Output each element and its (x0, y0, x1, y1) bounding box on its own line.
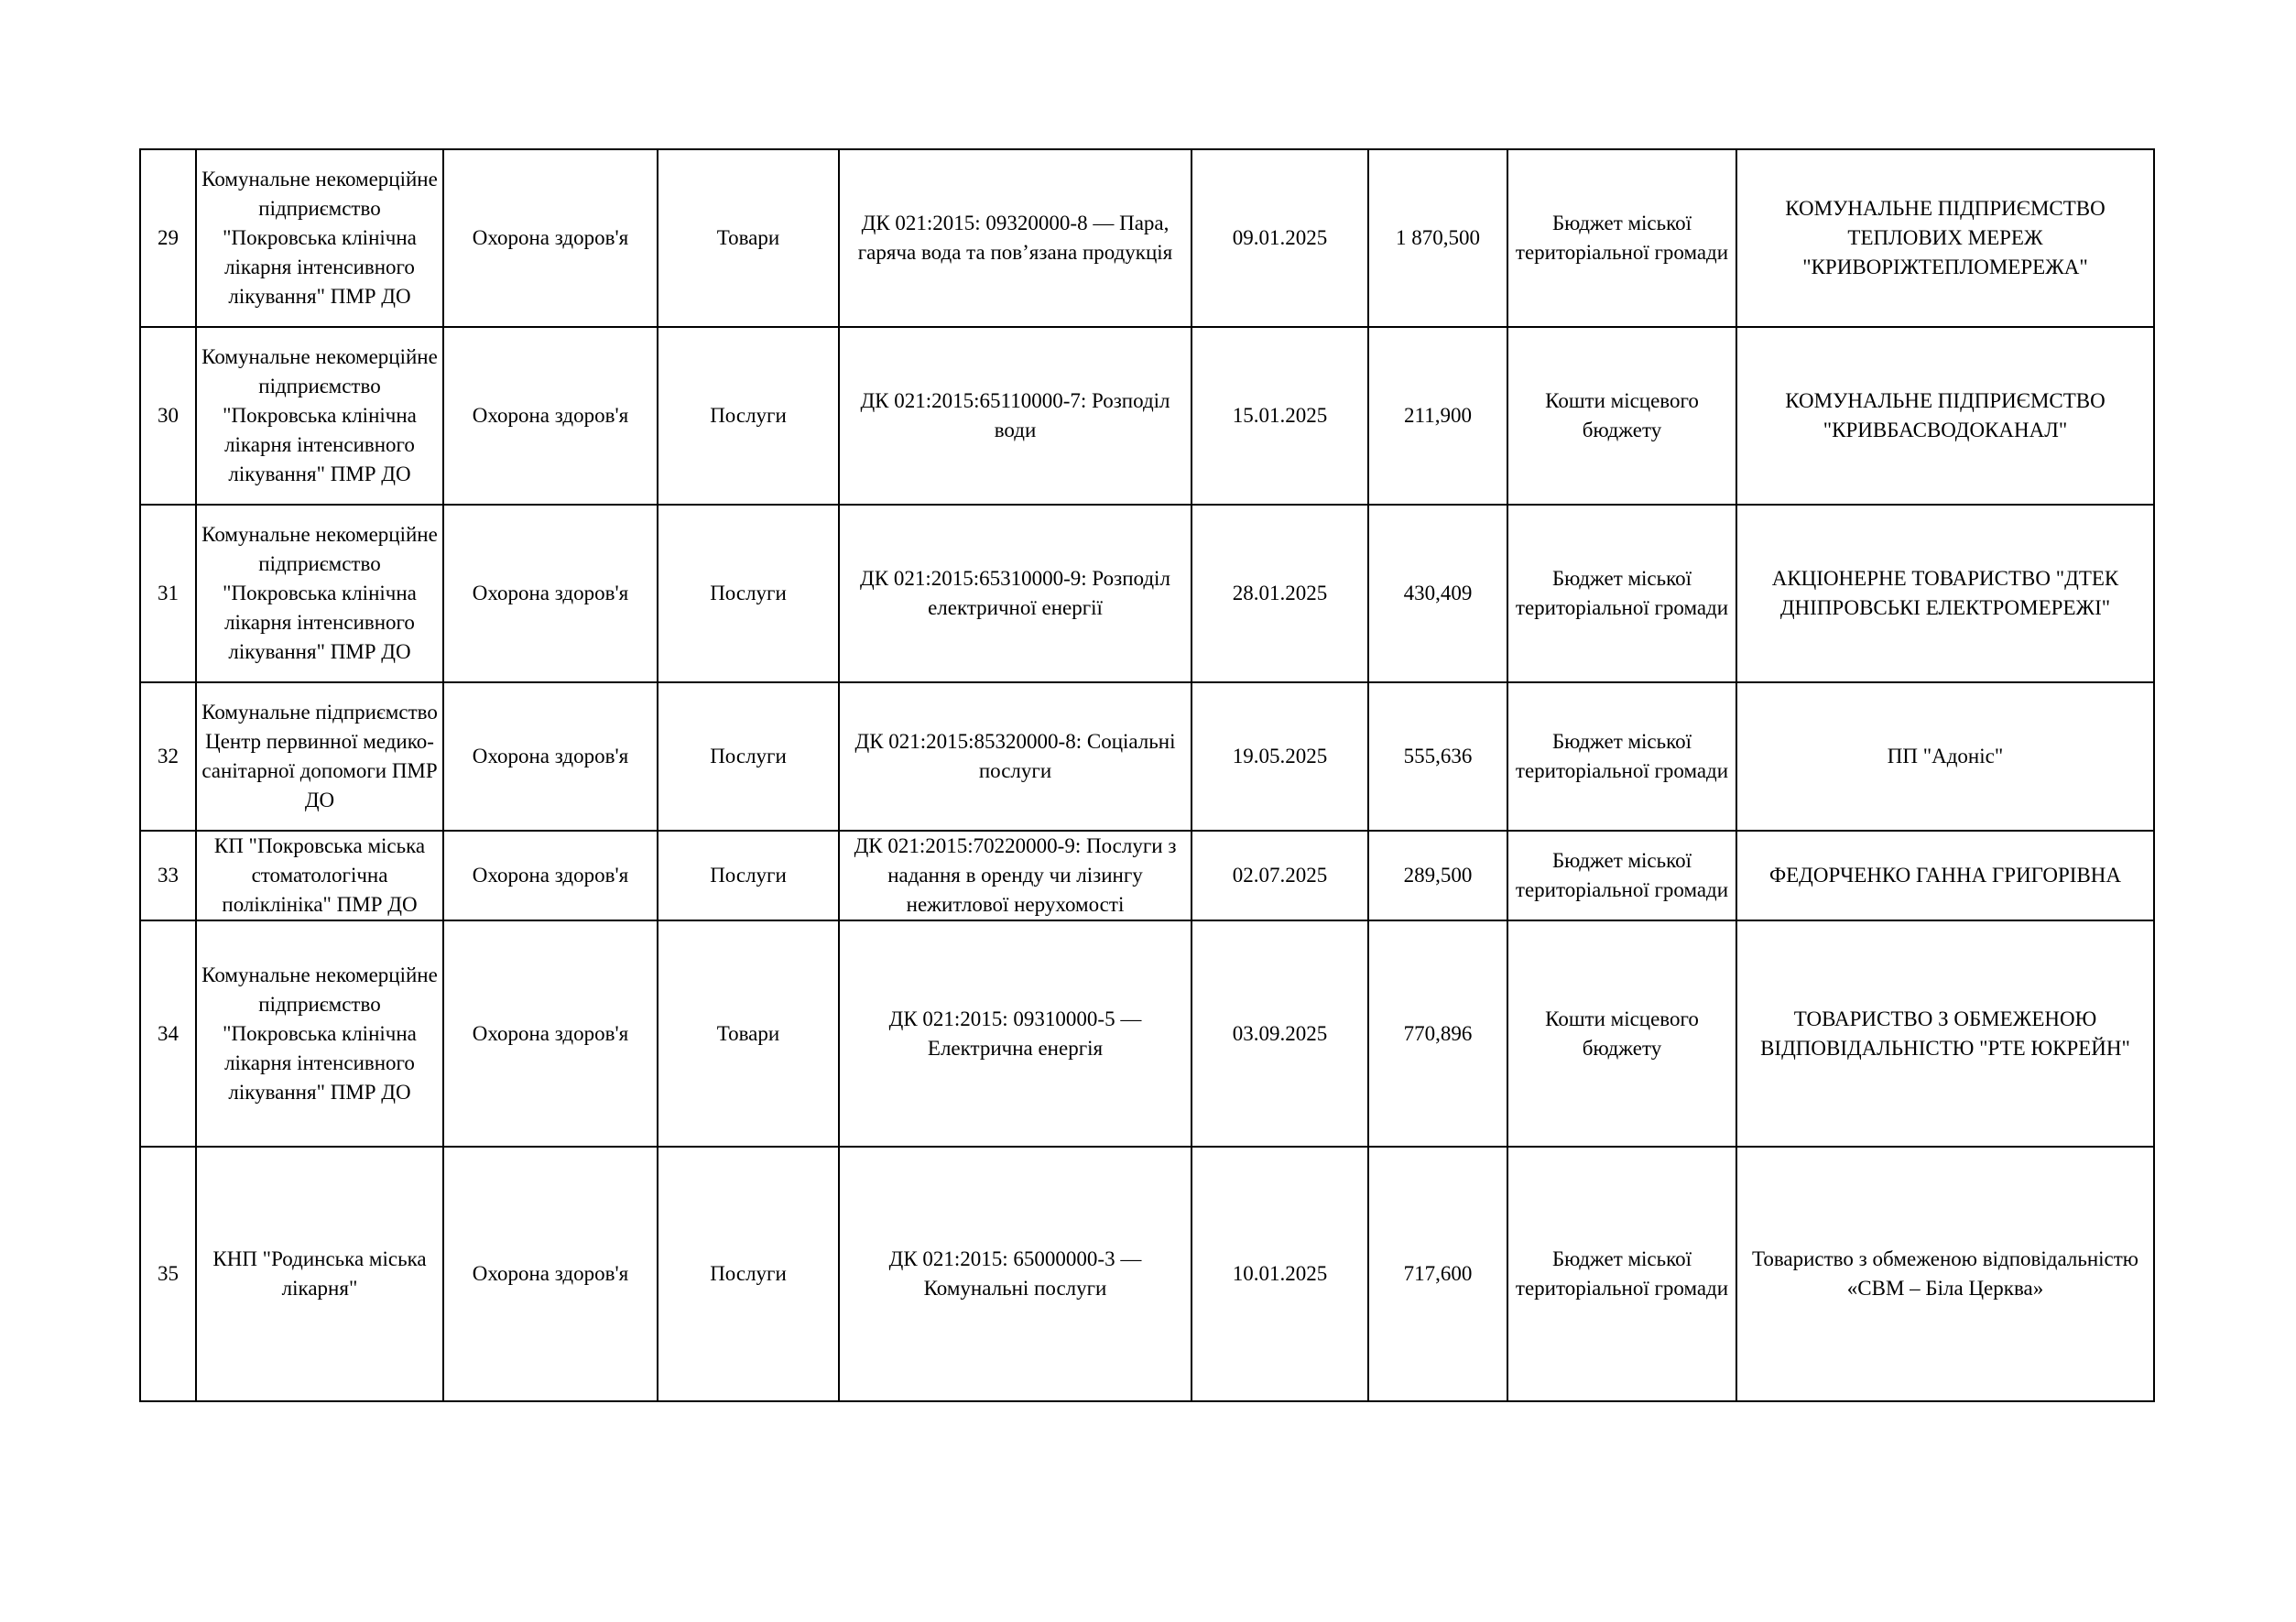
funding-source-cell: Кошти місцевого бюджету (1507, 327, 1736, 505)
supplier-cell: КОМУНАЛЬНЕ ПІДПРИЄМСТВО "КРИВБАСВОДОКАНАЛ" (1736, 327, 2154, 505)
procurement-type-cell: Послуги (658, 505, 839, 682)
funding-source-cell: Бюджет міської територіальної громади (1507, 505, 1736, 682)
customer-cell: Комунальне некомерційне підприємство "Покровська клінічна лікарня інтенсивного лікування" ПМР ДО (196, 505, 443, 682)
row-number: 30 (140, 327, 196, 505)
table-row (140, 920, 2154, 1147)
date-cell: 09.01.2025 (1192, 149, 1368, 327)
procurement-type-cell: Послуги (658, 327, 839, 505)
subject-cell: ДК 021:2015:70220000-9: Послуги з надання в оренду чи лізингу нежитлової нерухомості (839, 831, 1192, 920)
table-row (140, 831, 2154, 920)
sector-cell: Охорона здоров'я (443, 327, 658, 505)
sector-cell: Охорона здоров'я (443, 831, 658, 920)
row-number: 32 (140, 682, 196, 831)
subject-cell: ДК 021:2015: 09310000-5 — Електрична енергія (839, 920, 1192, 1147)
date-cell: 02.07.2025 (1192, 831, 1368, 920)
table-row (140, 505, 2154, 682)
supplier-cell: КОМУНАЛЬНЕ ПІДПРИЄМСТВО ТЕПЛОВИХ МЕРЕЖ "КРИВОРІЖТЕПЛОМЕРЕЖА" (1736, 149, 2154, 327)
row-number: 29 (140, 149, 196, 327)
row-number: 35 (140, 1147, 196, 1401)
funding-source-cell: Бюджет міської територіальної громади (1507, 682, 1736, 831)
row-number: 31 (140, 505, 196, 682)
amount-cell: 555,636 (1368, 682, 1507, 831)
row-number: 33 (140, 831, 196, 920)
date-cell: 15.01.2025 (1192, 327, 1368, 505)
customer-cell: Комунальне некомерційне підприємство "Покровська клінічна лікарня інтенсивного лікування" ПМР ДО (196, 149, 443, 327)
sector-cell: Охорона здоров'я (443, 920, 658, 1147)
supplier-cell: Товариство з обмеженою відповідальністю «СВМ – Біла Церква» (1736, 1147, 2154, 1401)
supplier-cell: ФЕДОРЧЕНКО ГАННА ГРИГОРІВНА (1736, 831, 2154, 920)
subject-cell: ДК 021:2015:85320000-8: Соціальні послуги (839, 682, 1192, 831)
funding-source-cell: Бюджет міської територіальної громади (1507, 149, 1736, 327)
procurement-table (139, 148, 2155, 1402)
amount-cell: 289,500 (1368, 831, 1507, 920)
sector-cell: Охорона здоров'я (443, 505, 658, 682)
procurement-type-cell: Послуги (658, 831, 839, 920)
procurement-type-cell: Товари (658, 149, 839, 327)
row-number: 34 (140, 920, 196, 1147)
customer-cell: Комунальне некомерційне підприємство "Покровська клінічна лікарня інтенсивного лікування" ПМР ДО (196, 920, 443, 1147)
customer-cell: КНП "Родинська міська лікарня" (196, 1147, 443, 1401)
customer-cell: КП "Покровська міська стоматологічна поліклініка" ПМР ДО (196, 831, 443, 920)
amount-cell: 717,600 (1368, 1147, 1507, 1401)
funding-source-cell: Бюджет міської територіальної громади (1507, 831, 1736, 920)
funding-source-cell: Бюджет міської територіальної громади (1507, 1147, 1736, 1401)
customer-cell: Комунальне підприємство Центр первинної медико-санітарної допомоги ПМР ДО (196, 682, 443, 831)
funding-source-cell: Кошти місцевого бюджету (1507, 920, 1736, 1147)
procurement-type-cell: Товари (658, 920, 839, 1147)
supplier-cell: АКЦІОНЕРНЕ ТОВАРИСТВО "ДТЕК ДНІПРОВСЬКІ ЕЛЕКТРОМЕРЕЖІ" (1736, 505, 2154, 682)
amount-cell: 1 870,500 (1368, 149, 1507, 327)
supplier-cell: ТОВАРИСТВО З ОБМЕЖЕНОЮ ВІДПОВІДАЛЬНІСТЮ "РТЕ ЮКРЕЙН" (1736, 920, 2154, 1147)
sector-cell: Охорона здоров'я (443, 149, 658, 327)
table-row (140, 149, 2154, 327)
table-row (140, 327, 2154, 505)
amount-cell: 211,900 (1368, 327, 1507, 505)
procurement-type-cell: Послуги (658, 1147, 839, 1401)
amount-cell: 430,409 (1368, 505, 1507, 682)
table-row (140, 682, 2154, 831)
amount-cell: 770,896 (1368, 920, 1507, 1147)
subject-cell: ДК 021:2015: 09320000-8 — Пара, гаряча вода та пов’язана продукція (839, 149, 1192, 327)
subject-cell: ДК 021:2015:65310000-9: Розподіл електричної енергії (839, 505, 1192, 682)
sector-cell: Охорона здоров'я (443, 682, 658, 831)
date-cell: 19.05.2025 (1192, 682, 1368, 831)
supplier-cell: ПП "Адоніс" (1736, 682, 2154, 831)
customer-cell: Комунальне некомерційне підприємство "Покровська клінічна лікарня інтенсивного лікування" ПМР ДО (196, 327, 443, 505)
sector-cell: Охорона здоров'я (443, 1147, 658, 1401)
date-cell: 28.01.2025 (1192, 505, 1368, 682)
procurement-type-cell: Послуги (658, 682, 839, 831)
date-cell: 10.01.2025 (1192, 1147, 1368, 1401)
subject-cell: ДК 021:2015:65110000-7: Розподіл води (839, 327, 1192, 505)
table-row (140, 1147, 2154, 1401)
date-cell: 03.09.2025 (1192, 920, 1368, 1147)
subject-cell: ДК 021:2015: 65000000-3 — Комунальні послуги (839, 1147, 1192, 1401)
